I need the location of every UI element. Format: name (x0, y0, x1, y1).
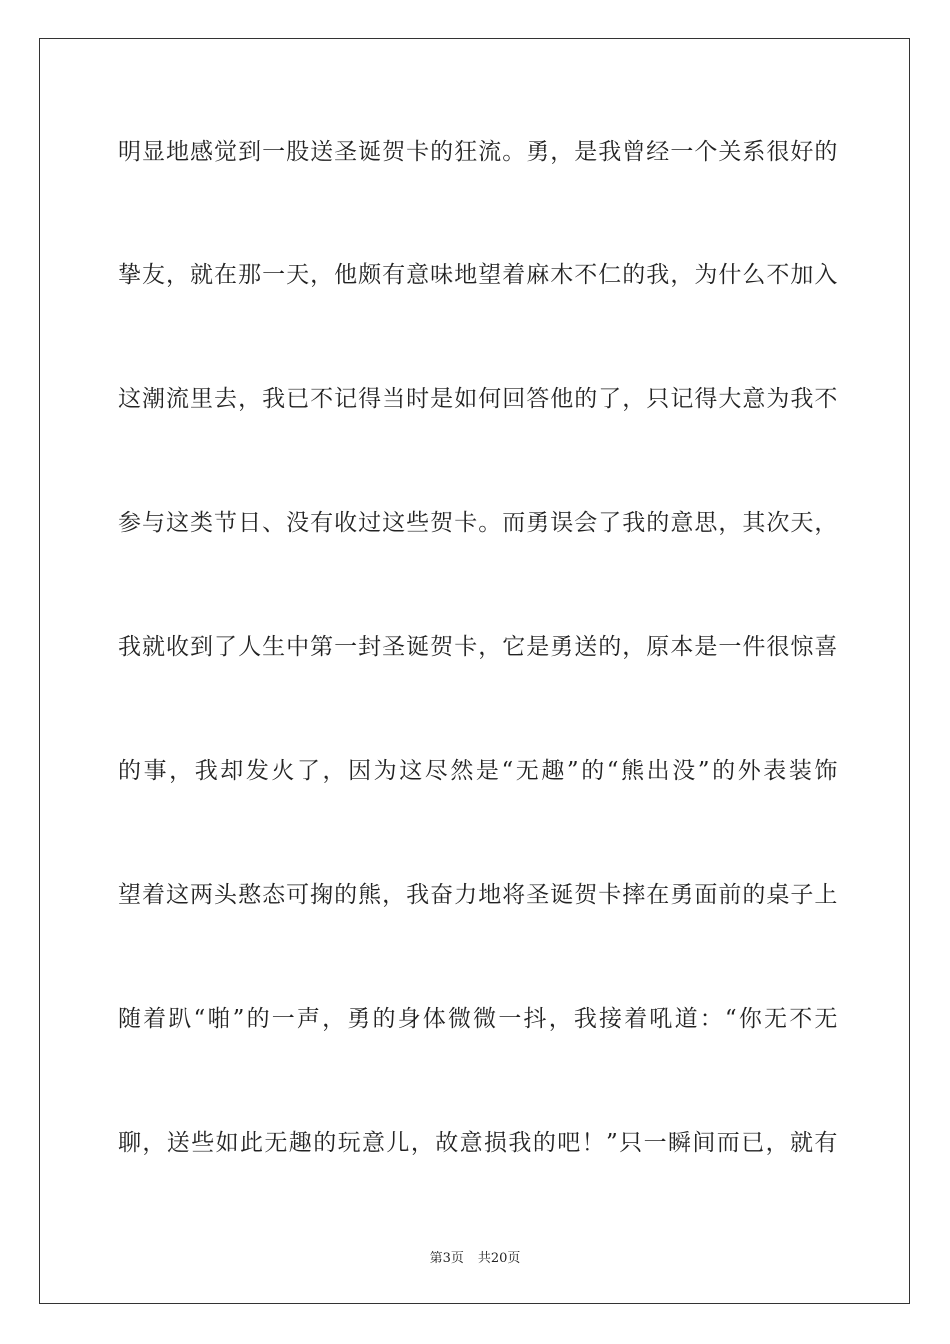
body-text-line-4: 参与这类节日、没有收过这些贺卡。而勇误会了我的意思，其次天， (118, 510, 838, 536)
body-text-line-8: 随着趴“啪”的一声，勇的身体微微一抖，我接着吼道：“你无不无 (118, 1006, 838, 1032)
page-border (39, 38, 910, 1304)
body-text-line-6: 的事，我却发火了，因为这尽然是“无趣”的“熊出没”的外表装饰 (118, 758, 838, 784)
body-text-line-3: 这潮流里去，我已不记得当时是如何回答他的了，只记得大意为我不 (118, 386, 838, 412)
body-text-line-9: 聊，送些如此无趣的玩意儿，故意损我的吧！”只一瞬间而已，就有 (118, 1130, 838, 1156)
body-text-line-5: 我就收到了人生中第一封圣诞贺卡，它是勇送的，原本是一件很惊喜 (118, 634, 838, 660)
body-text-line-2: 挚友，就在那一天，他颇有意味地望着麻木不仁的我，为什么不加入 (118, 262, 838, 288)
body-text-line-1: 明显地感觉到一股送圣诞贺卡的狂流。勇，是我曾经一个关系很好的 (118, 139, 838, 165)
page-footer (0, 1247, 950, 1266)
page-total: 共20页 (477, 1251, 521, 1266)
body-text-line-7: 望着这两头憨态可掬的熊，我奋力地将圣诞贺卡摔在勇面前的桌子上 (118, 882, 838, 908)
page-number: 第3页 (429, 1251, 464, 1266)
